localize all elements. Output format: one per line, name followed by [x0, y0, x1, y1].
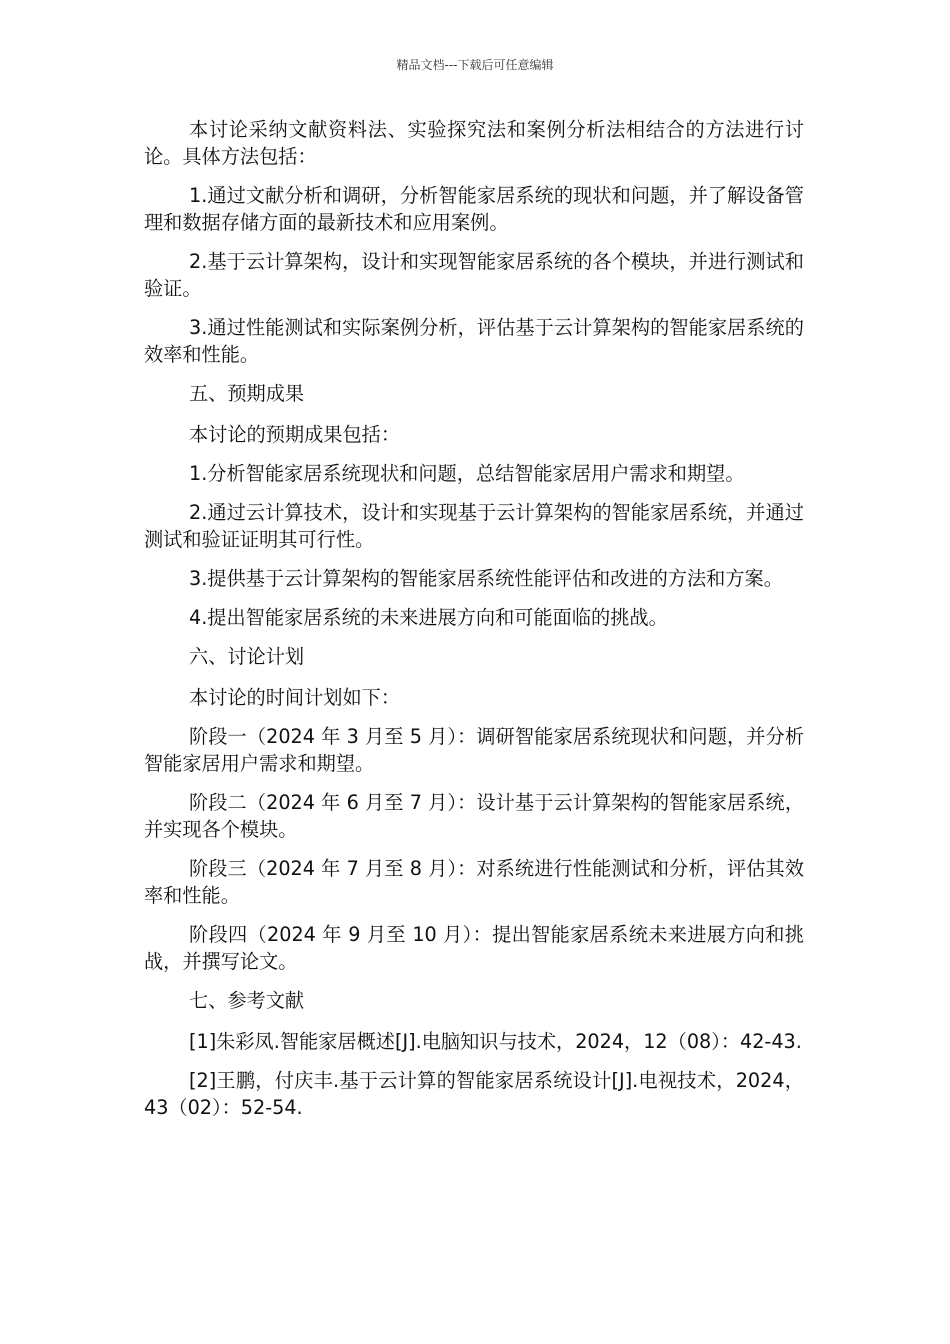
paragraph-result-3: 3.提供基于云计算架构的智能家居系统性能评估和改进的方法和方案。 — [189, 567, 783, 590]
paragraph-method-1: 1.通过文献分析和调研，分析智能家居系统的现状和问题，并了解设备管理和数据存储方面的最新技术和应用案例。 — [144, 184, 804, 234]
paragraph-methods-intro: 本讨论采纳文献资料法、实验探究法和案例分析法相结合的方法进行讨论。具体方法包括： — [144, 118, 804, 168]
paragraph-result-2: 2.通过云计算技术，设计和实现基于云计算架构的智能家居系统，并通过测试和验证证明其可行性。 — [144, 501, 804, 551]
section-heading-plan: 六、讨论计划 — [189, 645, 305, 668]
reference-item-1: [1]朱彩凤.智能家居概述[J].电脑知识与技术，2024，12（08）：42-43. — [189, 1030, 802, 1053]
paragraph-stage-4: 阶段四（2024 年 9 月至 10 月）：提出智能家居系统未来进展方向和挑战，并撰写论文。 — [144, 923, 804, 973]
paragraph-method-3: 3.通过性能测试和实际案例分析，评估基于云计算架构的智能家居系统的效率和性能。 — [144, 316, 804, 366]
paragraph-stage-1: 阶段一（2024 年 3 月至 5 月）：调研智能家居系统现状和问题，并分析智能家居用户需求和期望。 — [144, 725, 804, 775]
reference-item-2: [2]王鹏，付庆丰.基于云计算的智能家居系统设计[J].电视技术，2024，43（02）：52-54. — [144, 1069, 804, 1119]
paragraph-plan-intro: 本讨论的时间计划如下： — [189, 686, 401, 709]
paragraph-result-4: 4.提出智能家居系统的未来进展方向和可能面临的挑战。 — [189, 606, 668, 629]
paragraph-method-2: 2.基于云计算架构，设计和实现智能家居系统的各个模块，并进行测试和验证。 — [144, 250, 804, 300]
paragraph-result-1: 1.分析智能家居系统现状和问题，总结智能家居用户需求和期望。 — [189, 462, 745, 485]
document-body — [144, 116, 804, 1133]
paragraph-results-intro: 本讨论的预期成果包括： — [189, 423, 401, 446]
paragraph-stage-3: 阶段三（2024 年 7 月至 8 月）：对系统进行性能测试和分析，评估其效率和性能。 — [144, 857, 804, 907]
section-heading-expected-results: 五、预期成果 — [189, 382, 305, 405]
section-heading-references: 七、参考文献 — [189, 989, 305, 1012]
page-header: 精品文档---下载后可任意编辑 — [396, 58, 554, 72]
paragraph-stage-2: 阶段二（2024 年 6 月至 7 月）：设计基于云计算架构的智能家居系统，并实现各个模块。 — [144, 791, 804, 841]
